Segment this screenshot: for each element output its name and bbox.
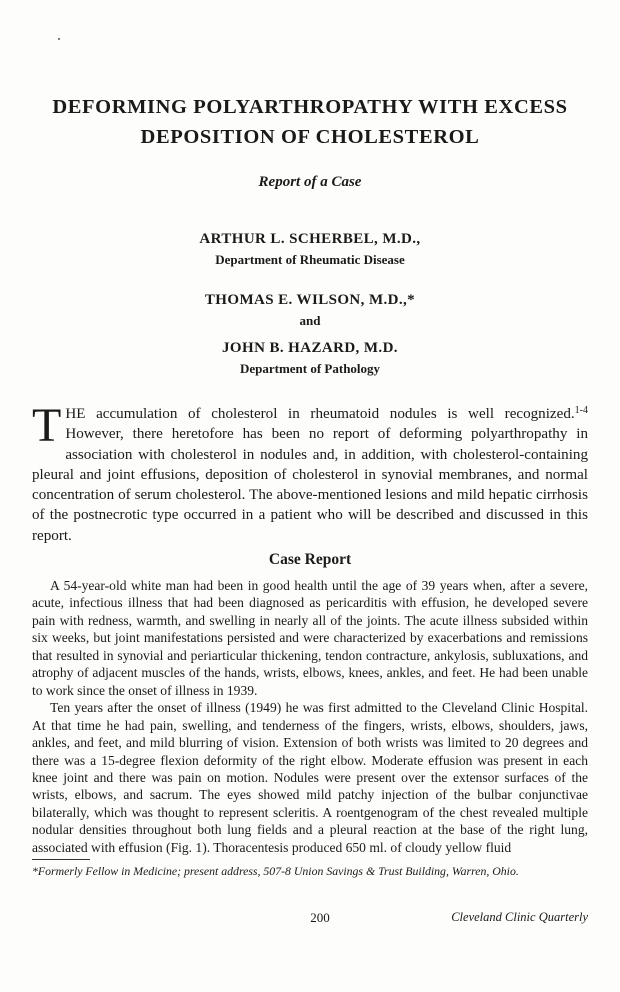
drop-cap: T <box>32 399 62 452</box>
author-conjunction: and <box>299 313 321 328</box>
intro-text-end: However, there heretofore has been no report of deforming polyarthropathy in association with cholesterol in nodules and, in addition, with cholesterol-containing pleural and joint effusions, deposition of cholesterol in synovial membranes, and normal concentration of serum cholesterol. The above-mentioned lesions and mild hepatic cirrhosis of the postnecrotic type occurred in a patient who will be described and discussed in this report. <box>32 426 588 544</box>
intro-paragraph <box>32 399 588 546</box>
intro-text-start: HE accumulation of cholesterol in rheumatoid nodules is well recognized. <box>65 406 575 422</box>
page-number: 200 <box>310 910 330 925</box>
article-title <box>30 92 590 152</box>
author-3-department: Department of Pathology <box>239 361 381 376</box>
article-subtitle: Report of a Case <box>258 174 362 190</box>
author-3-block <box>0 337 620 379</box>
section-heading: Case Report <box>268 551 352 568</box>
body-paragraph: Ten years after the onset of illness (1949) he was first admitted to the Cleveland Clinic Hospital. At that time he had pain, swelling, and tenderness of the fingers, wrists, elbows, shoulders, jaws, ankles, and feet, and mild blurring of vision. Extension of both wrists was limited to 20 degrees and there was a 15-degree flexion deformity of the right elbow. Moderate effusion was present in each knee joint and there was pain on motion. Nodules were present over the extensor surfaces of the wrists, elbows, and sacrum. The eyes showed mild patchy injection of the bulbar conjunctivae bilaterally, which was thought to represent scleritis. A roentgenogram of the chest revealed multiple nodular densities throughout both lung fields and a pleural reaction at the base of the right lung, associated with effusion (Fig. 1). Thoracentesis produced 650 ml. of cloudy yellow fluid <box>32 700 588 855</box>
scan-speck <box>58 38 60 40</box>
author-2-name: THOMAS E. WILSON, M.D.,* <box>204 292 416 308</box>
author-3-name: JOHN B. HAZARD, M.D. <box>222 340 398 356</box>
footnote-rule <box>32 859 90 860</box>
title-line-2: DEPOSITION OF CHOLESTEROL <box>140 126 480 148</box>
author-1-block <box>0 228 620 270</box>
case-report-body <box>32 577 588 856</box>
author-1-name: ARTHUR L. SCHERBEL, M.D., <box>199 231 421 247</box>
author-2-block <box>0 289 620 331</box>
reference-superscript: 1-4 <box>574 405 588 416</box>
author-1-department: Department of Rheumatic Disease <box>215 252 405 267</box>
journal-name: Cleveland Clinic Quarterly <box>451 910 588 924</box>
title-line-1: DEFORMING POLYARTHROPATHY WITH EXCESS <box>52 96 568 118</box>
footnote: *Formerly Fellow in Medicine; present address, 507-8 Union Savings & Trust Building, Warren, Ohio. <box>32 864 519 878</box>
body-paragraph: A 54-year-old white man had been in good health until the age of 39 years when, after a severe, acute, infectious illness that had been diagnosed as pericarditis with effusion, he developed severe pain with redness, warmth, and swelling in nearly all of the joints. The acute illness subsided within six weeks, but joint manifestations persisted and were characterized by exacerbations and remissions that resulted in synovial and periarticular thickening, tendon contracture, ankylosis, subluxations, and atrophy of adjacent muscles of the hands, wrists, elbows, knees, ankles, and feet. He had been unable to work since the onset of illness in 1939. <box>32 578 588 698</box>
